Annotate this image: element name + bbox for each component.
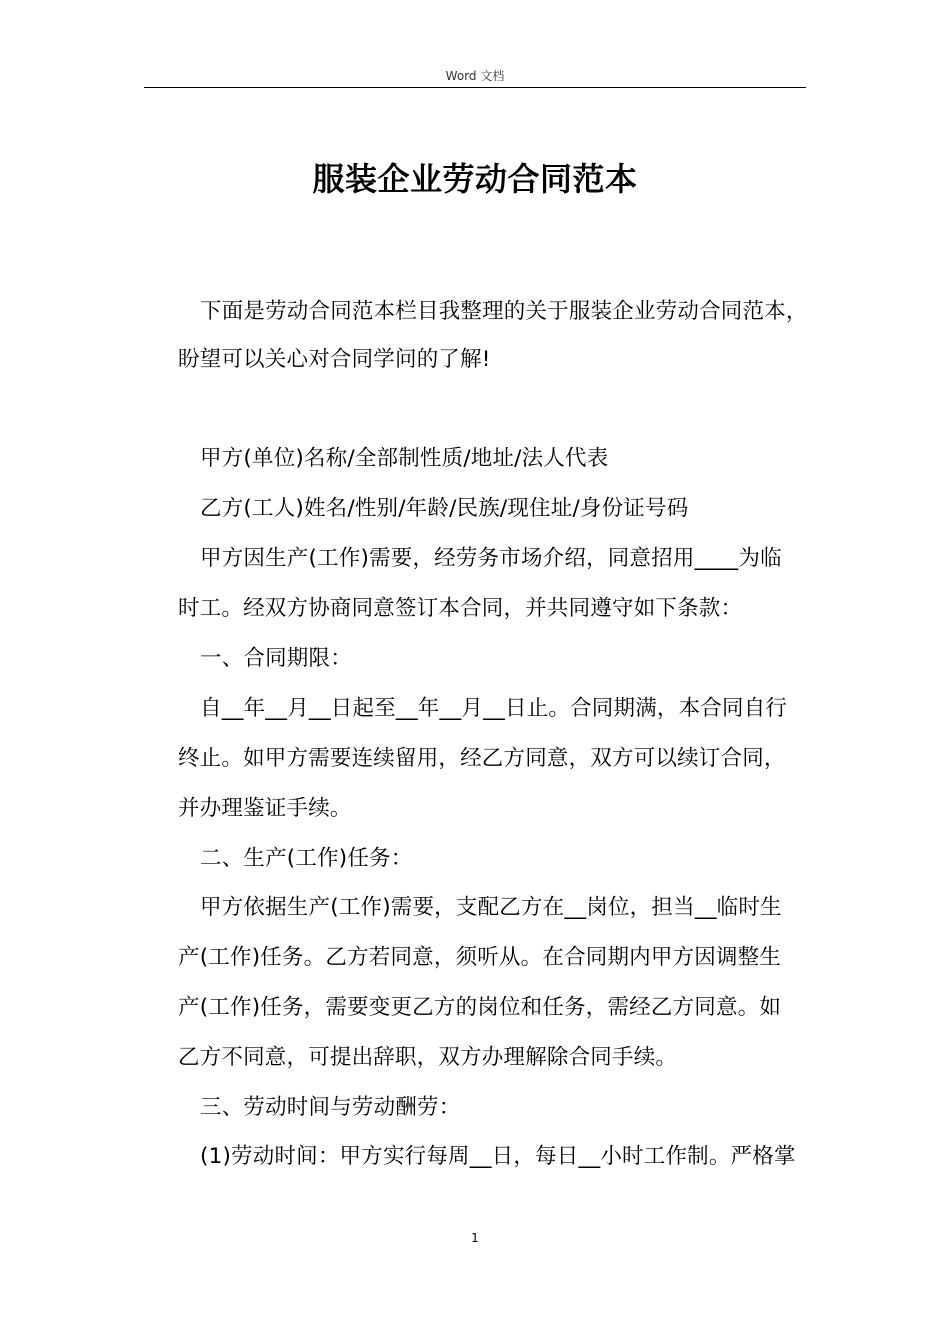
header-label: Word 文档 <box>445 69 505 83</box>
paragraph-tasks-line-2: 产(工作)任务。乙方若同意，须听从。在合同期内甲方因调整生 <box>178 945 782 970</box>
party-a-line: 甲方(单位)名称/全部制性质/地址/法人代表 <box>200 446 609 471</box>
paragraph-hire-line-2: 时工。经双方协商同意签订本合同，并共同遵守如下条款： <box>178 596 743 621</box>
party-b-line: 乙方(工人)姓名/性别/年龄/民族/现住址/身份证号码 <box>200 496 689 521</box>
page-number: 1 <box>471 1231 479 1245</box>
paragraph-tasks-line-1: 甲方依据生产(工作)需要，支配乙方在__岗位，担当__临时生 <box>200 895 782 920</box>
section-heading-term: 一、合同期限： <box>200 646 352 671</box>
paragraph-term-line-2: 终止。如甲方需要连续留用，经乙方同意，双方可以续订合同， <box>178 746 786 771</box>
paragraph-tasks-line-4: 乙方不同意，可提出辞职，双方办理解除合同手续。 <box>178 1045 678 1070</box>
paragraph-intro-line-1: 下面是劳动合同范本栏目我整理的关于服装企业劳动合同范本， <box>200 299 808 324</box>
section-heading-tasks: 二、生产(工作)任务： <box>200 846 413 871</box>
paragraph-term-line-3: 并办理鉴证手续。 <box>178 796 352 821</box>
paragraph-hours-line-1: (1)劳动时间：甲方实行每周__日，每日__小时工作制。严格掌 <box>200 1144 796 1169</box>
paragraph-term-line-1: 自__年__月__日起至__年__月__日止。合同期满，本合同自行 <box>200 696 788 721</box>
paragraph-hire-line-1: 甲方因生产(工作)需要，经劳务市场介绍，同意招用____为临 <box>200 546 782 571</box>
section-heading-hours-pay: 三、劳动时间与劳动酬劳： <box>200 1095 461 1120</box>
paragraph-tasks-line-3: 产(工作)任务，需要变更乙方的岗位和任务，需经乙方同意。如 <box>178 995 782 1020</box>
document-title: 服装企业劳动合同范本 <box>312 160 638 198</box>
paragraph-intro-line-2: 盼望可以关心对合同学问的了解! <box>178 347 491 372</box>
header-rule <box>144 87 806 88</box>
